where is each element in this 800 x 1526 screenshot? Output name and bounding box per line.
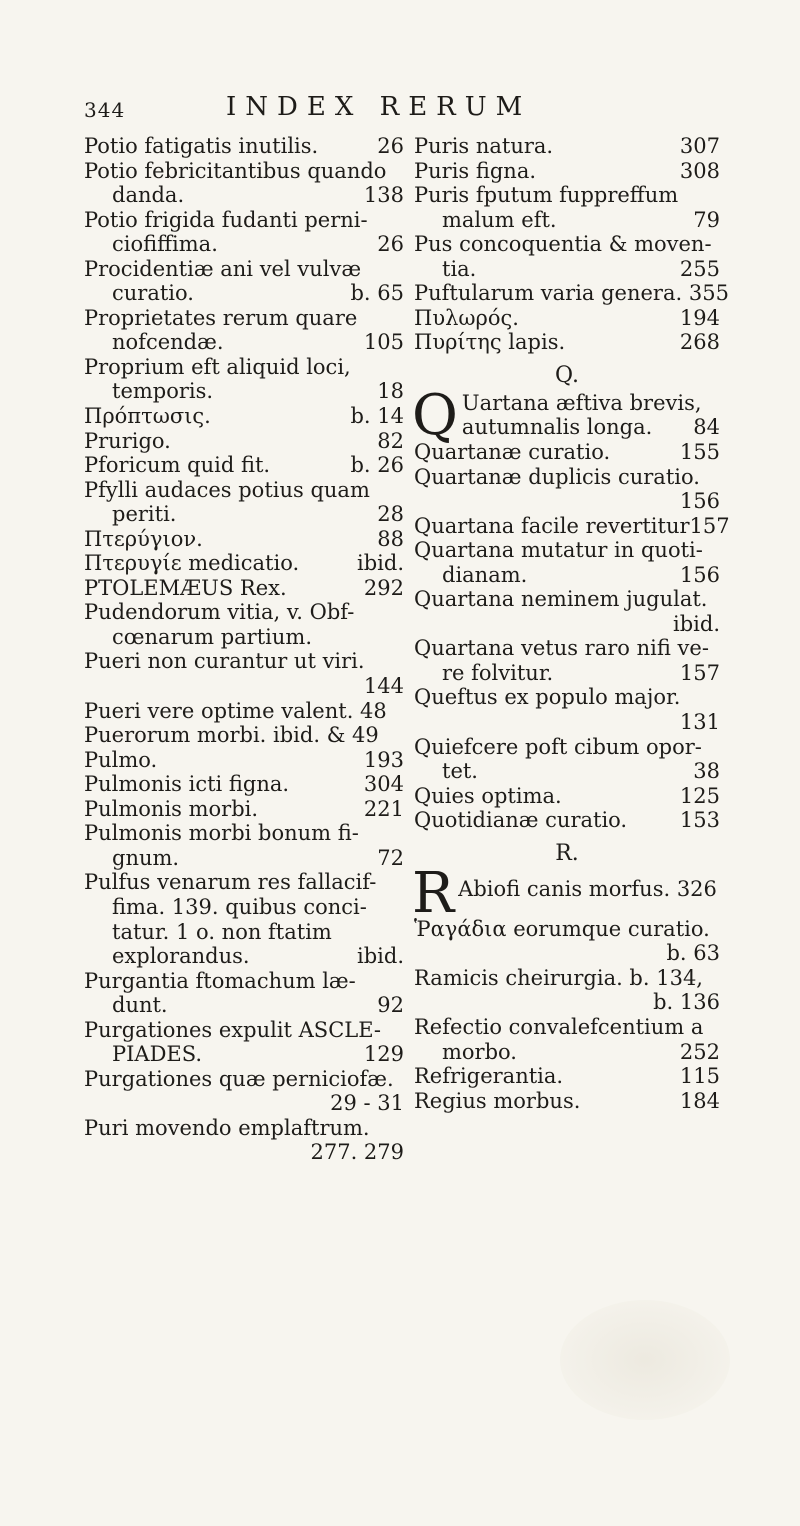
running-header — [84, 92, 800, 126]
entry-text: Puftularum varia genera. 355 — [414, 281, 729, 306]
entry-text: Puris natura. — [414, 134, 554, 158]
entry-line — [84, 920, 404, 945]
entry-line — [84, 1116, 404, 1141]
entry-text: Pulmonis morbi bonum fi- — [84, 821, 359, 846]
entry-line — [414, 489, 720, 514]
entry-text: Purgantia ftomachum læ- — [84, 968, 356, 993]
page-ref: 268 — [679, 330, 720, 355]
index-entry — [84, 159, 404, 208]
entry-text: Pforicum quid fit. — [84, 453, 271, 478]
entry-text: dunt. — [112, 993, 168, 1018]
entry-text: tet. — [442, 759, 478, 784]
index-entry — [84, 404, 404, 429]
index-entry — [414, 966, 720, 1015]
entry-text: ciofiffima. — [112, 232, 218, 257]
index-entry — [84, 257, 404, 306]
entry-text: Quartana facile revertitur157 — [414, 513, 730, 538]
entry-text: Purgationes quæ perniciofæ. — [84, 1066, 394, 1091]
entry-line — [414, 808, 720, 833]
index-entry — [412, 860, 720, 926]
index-entry — [84, 576, 404, 601]
entry-text: gnum. — [112, 845, 180, 870]
entry-text: Puris figna. — [414, 158, 537, 183]
entry-line — [84, 355, 404, 380]
entry-line — [414, 513, 730, 539]
page-ref: b. 26 — [350, 453, 404, 478]
entry-line — [414, 281, 729, 306]
page-ref: 221 — [363, 796, 404, 821]
index-entry — [84, 527, 404, 552]
index-entry — [414, 636, 720, 685]
entry-line — [414, 685, 720, 710]
entry-text: Refrigerantia. — [414, 1064, 564, 1089]
page-number: 344 — [84, 98, 126, 122]
page-ref: b. 65 — [350, 281, 404, 306]
index-entry — [414, 1089, 720, 1114]
entry-line — [84, 379, 404, 404]
entry-line — [414, 966, 720, 991]
entry-text: Puris fputum fuppreffum — [414, 183, 679, 208]
entry-line — [84, 1018, 404, 1043]
entry-text: Πρόπτωσις. — [84, 404, 211, 429]
entry-line — [84, 748, 404, 773]
entry-line — [414, 563, 720, 588]
index-entry — [84, 134, 404, 159]
entry-line — [414, 636, 720, 661]
index-entry — [84, 649, 404, 698]
index-entry — [414, 808, 720, 833]
entry-line — [414, 306, 720, 331]
entry-line — [414, 257, 720, 282]
entry-text: autumnalis longa. — [461, 415, 653, 440]
entry-text: explorandus. — [112, 944, 250, 969]
page-ref: 115 — [679, 1064, 720, 1089]
entry-line — [84, 969, 404, 994]
entry-line — [414, 208, 720, 233]
entry-line — [84, 330, 404, 355]
entry-line — [414, 134, 720, 159]
entry-text: nofcendæ. — [112, 330, 224, 355]
index-entry — [84, 208, 404, 257]
entry-line — [84, 502, 404, 527]
entry-line — [84, 306, 404, 331]
page-ref: 29 - 31 — [330, 1091, 404, 1116]
entry-line — [84, 797, 404, 822]
index-entry — [84, 699, 404, 724]
page-ref: 72 — [377, 845, 404, 870]
entry-line — [84, 208, 404, 233]
entry-line — [84, 1140, 404, 1165]
entry-line — [84, 183, 404, 208]
entry-line — [84, 1067, 404, 1092]
page-ref: 82 — [377, 428, 404, 453]
entry-text: Pfylli audaces potius quam — [84, 477, 370, 502]
entry-line — [414, 941, 720, 966]
index-entry — [414, 465, 720, 514]
index-entry — [414, 1064, 720, 1089]
page-ref: 292 — [363, 575, 404, 600]
entry-line — [414, 1015, 720, 1040]
entry-line — [84, 576, 404, 601]
entry-line — [84, 993, 404, 1018]
page-ref: 84 — [693, 415, 720, 440]
r-entries — [414, 917, 720, 1113]
entry-text: re folvitur. — [442, 660, 554, 685]
entry-text: Abiofi canis morfus. 326 — [458, 876, 717, 901]
entry-line — [84, 625, 404, 650]
entry-line — [414, 917, 720, 942]
entry-text: Quartanæ curatio. — [414, 440, 611, 465]
entry-text: Refectio convalefcentium a — [414, 1014, 704, 1039]
entry-text: Pulmo. — [84, 747, 158, 772]
index-entry — [414, 330, 720, 355]
entry-text: danda. — [112, 183, 185, 208]
entry-text: fima. 139. quibus conci- — [112, 894, 367, 919]
entry-line — [84, 429, 404, 454]
index-entry — [84, 1116, 404, 1165]
page-ref: 26 — [377, 134, 404, 158]
entry-text: tatur. 1 o. non ftatim — [112, 919, 332, 944]
entry-text: Πυλωρός. — [414, 305, 519, 330]
entry-text: Uartana æftiva brevis, — [461, 390, 702, 415]
page-ref: 28 — [377, 502, 404, 527]
index-entry — [84, 870, 404, 968]
entry-line — [414, 612, 720, 637]
page-ref: 129 — [363, 1042, 404, 1067]
entry-line — [414, 159, 720, 184]
entry-text: Prurigo. — [84, 428, 171, 453]
entry-text: Regius morbus. — [414, 1088, 581, 1113]
index-entry — [414, 159, 720, 184]
entry-text: Ramicis cheirurgia. b. 134, — [414, 965, 703, 990]
entry-text: periti. — [112, 502, 177, 527]
index-entry — [414, 513, 730, 539]
page-ref: 157 — [679, 660, 720, 685]
index-entry — [84, 429, 404, 454]
entry-line — [84, 674, 404, 699]
entry-line — [84, 699, 404, 724]
entry-text: Pueri vere optime valent. 48 — [84, 698, 387, 723]
drop-capital-r: R — [412, 860, 455, 926]
entry-line — [414, 1064, 720, 1089]
entry-text: cœnarum partium. — [112, 624, 312, 649]
entry-line — [84, 404, 404, 429]
entry-line — [414, 330, 720, 355]
entry-line — [414, 538, 720, 563]
entry-text: Quartanæ duplicis curatio. — [414, 464, 700, 489]
index-entry — [84, 355, 404, 404]
entry-text: Pus concoquentia & moven- — [414, 232, 712, 257]
entry-line — [414, 759, 720, 784]
page-ref: 144 — [363, 674, 404, 699]
entry-line — [414, 587, 720, 612]
page-ref: 156 — [679, 489, 720, 514]
p-entries-continued — [414, 134, 729, 355]
entry-line — [84, 870, 404, 895]
entry-text: Pulmonis icti figna. — [84, 772, 290, 797]
entry-text: Ῥαγάδια eorumque curatio. — [414, 916, 710, 941]
page-ref: 79 — [693, 207, 720, 232]
page-ref: ibid. — [673, 611, 720, 636]
page-ref: 184 — [679, 1088, 720, 1113]
entry-line — [84, 600, 404, 625]
entry-line — [84, 1091, 404, 1116]
entry-text: Potio frigida fudanti perni- — [84, 207, 368, 232]
page-ref: ibid. — [357, 551, 404, 576]
index-entry — [84, 478, 404, 527]
entry-text: Procidentiæ ani vel vulvæ — [84, 256, 362, 281]
page-ref: b. 136 — [653, 990, 720, 1015]
page-ref: 105 — [363, 330, 404, 355]
entry-text: Pudendorum vitia, v. Obf- — [84, 600, 355, 625]
entry-text: temporis. — [112, 379, 214, 404]
entry-line — [84, 944, 404, 969]
page-ref: 155 — [679, 440, 720, 465]
entry-text: Pulfus venarum res fallacif- — [84, 870, 377, 895]
entry-line — [414, 1089, 720, 1114]
entry-text: Proprium eft aliquid loci, — [84, 354, 351, 379]
entry-line — [414, 990, 720, 1015]
page-ref: 125 — [679, 783, 720, 808]
index-entry — [414, 735, 720, 784]
page-ref: 193 — [363, 747, 404, 772]
entry-text: Puri movendo emplaftrum. — [84, 1115, 370, 1140]
index-entry — [414, 440, 720, 465]
index-entry — [414, 183, 720, 232]
entry-line — [414, 465, 720, 490]
entry-text: curatio. — [112, 281, 194, 306]
page-ref: 92 — [377, 993, 404, 1018]
entry-text: Quartana vetus raro nifi ve- — [414, 636, 709, 661]
entry-line — [84, 895, 404, 920]
index-entry — [84, 772, 404, 797]
entry-line — [84, 281, 404, 306]
page-ref: 304 — [363, 772, 404, 797]
entry-line — [84, 551, 404, 576]
page-ref: b. 63 — [666, 941, 720, 966]
entry-text: Quies optima. — [414, 783, 562, 808]
entry-line — [84, 649, 404, 674]
entry-line — [414, 183, 720, 208]
index-entry — [414, 917, 720, 966]
index-entry — [84, 1067, 404, 1116]
entry-line — [84, 159, 404, 184]
entry-line — [414, 710, 720, 735]
entry-line — [462, 415, 720, 440]
entry-text: Quotidianæ curatio. — [414, 808, 628, 833]
page-ref: 26 — [377, 232, 404, 257]
entry-text: PIADES. — [112, 1042, 203, 1067]
entry-text: PTOLEMÆUS Rex. — [84, 575, 287, 600]
drop-capital-q: Q — [412, 382, 458, 448]
entry-line — [84, 772, 404, 797]
entry-text: Πτερύγιον. — [84, 526, 203, 551]
q-entries — [414, 440, 730, 833]
index-entry — [84, 748, 404, 773]
page-ref: 277. 279 — [310, 1140, 404, 1165]
entry-line — [414, 440, 720, 465]
index-entry — [84, 551, 404, 576]
index-column-right — [412, 134, 730, 1113]
page-ref: 156 — [679, 562, 720, 587]
entry-text: malum eft. — [442, 207, 557, 232]
page-ref: 255 — [679, 256, 720, 281]
index-entry — [84, 453, 404, 478]
page-ref: ibid. — [357, 944, 404, 969]
index-entry — [84, 723, 404, 748]
page-ref: 308 — [679, 158, 720, 183]
entry-text: Potio fatigatis inutilis. — [84, 134, 319, 158]
page-ref: 18 — [377, 379, 404, 404]
section-heading-r: R. — [555, 840, 579, 866]
index-entry — [84, 600, 404, 649]
entry-line — [84, 134, 404, 159]
page-ref: 194 — [679, 305, 720, 330]
entry-line — [414, 735, 720, 760]
entry-line — [84, 821, 404, 846]
entry-text: Pulmonis morbi. — [84, 796, 259, 821]
index-entry — [414, 538, 720, 587]
page-ref: 138 — [363, 183, 404, 208]
entry-line — [414, 232, 720, 257]
index-entry — [414, 306, 720, 331]
entry-text: Quiefcere poft cibum opor- — [414, 734, 702, 759]
entry-line — [84, 846, 404, 871]
index-entry — [84, 797, 404, 822]
entry-text: morbo. — [442, 1039, 517, 1064]
entry-text: Πτερυγίε medicatio. — [84, 551, 300, 576]
entry-line — [84, 1042, 404, 1067]
index-entry — [414, 281, 729, 306]
running-title: INDEX RERUM — [226, 92, 532, 122]
index-entry — [414, 1015, 720, 1064]
paper-stain — [560, 1300, 730, 1420]
entry-line — [84, 723, 404, 748]
entry-text: Quartana mutatur in quoti- — [414, 538, 703, 563]
index-entry — [412, 382, 720, 448]
entry-line — [84, 257, 404, 282]
page-ref: b. 14 — [350, 404, 404, 429]
entry-text: Pueri non curantur ut viri. — [84, 649, 365, 674]
index-entry — [414, 232, 720, 281]
index-entry — [414, 784, 720, 809]
index-entry — [414, 685, 720, 734]
entry-line — [84, 527, 404, 552]
entry-line — [84, 453, 404, 478]
page-ref: 88 — [377, 526, 404, 551]
page-ref: 252 — [679, 1039, 720, 1064]
index-entry — [414, 134, 720, 159]
index-entry — [84, 306, 404, 355]
entry-line — [414, 661, 720, 686]
section-heading-q: Q. — [555, 362, 579, 388]
index-entry — [84, 821, 404, 870]
entry-line — [414, 784, 720, 809]
entry-text: tia. — [442, 256, 477, 281]
entry-text: Potio febricitantibus quando — [84, 158, 387, 183]
index-entry — [84, 1018, 404, 1067]
entry-text: Πυρίτης lapis. — [414, 330, 566, 355]
page-ref: 307 — [679, 134, 720, 158]
page-ref: 153 — [679, 808, 720, 833]
entry-text: Quartana neminem jugulat. — [414, 587, 708, 612]
entry-text: Purgationes expulit ASCLE- — [84, 1017, 382, 1042]
entry-text: Queftus ex populo major. — [414, 685, 681, 710]
entry-line — [84, 232, 404, 257]
page-ref: 38 — [693, 759, 720, 784]
entry-text: Proprietates rerum quare — [84, 305, 358, 330]
entry-text: Puerorum morbi. ibid. & 49 — [84, 723, 379, 748]
index-entry — [414, 587, 720, 636]
entry-text: dianam. — [442, 562, 528, 587]
index-column-left — [84, 134, 404, 1165]
entry-line — [84, 478, 404, 503]
page-ref: 131 — [679, 710, 720, 735]
index-entry — [84, 969, 404, 1018]
entry-line — [414, 1040, 720, 1065]
